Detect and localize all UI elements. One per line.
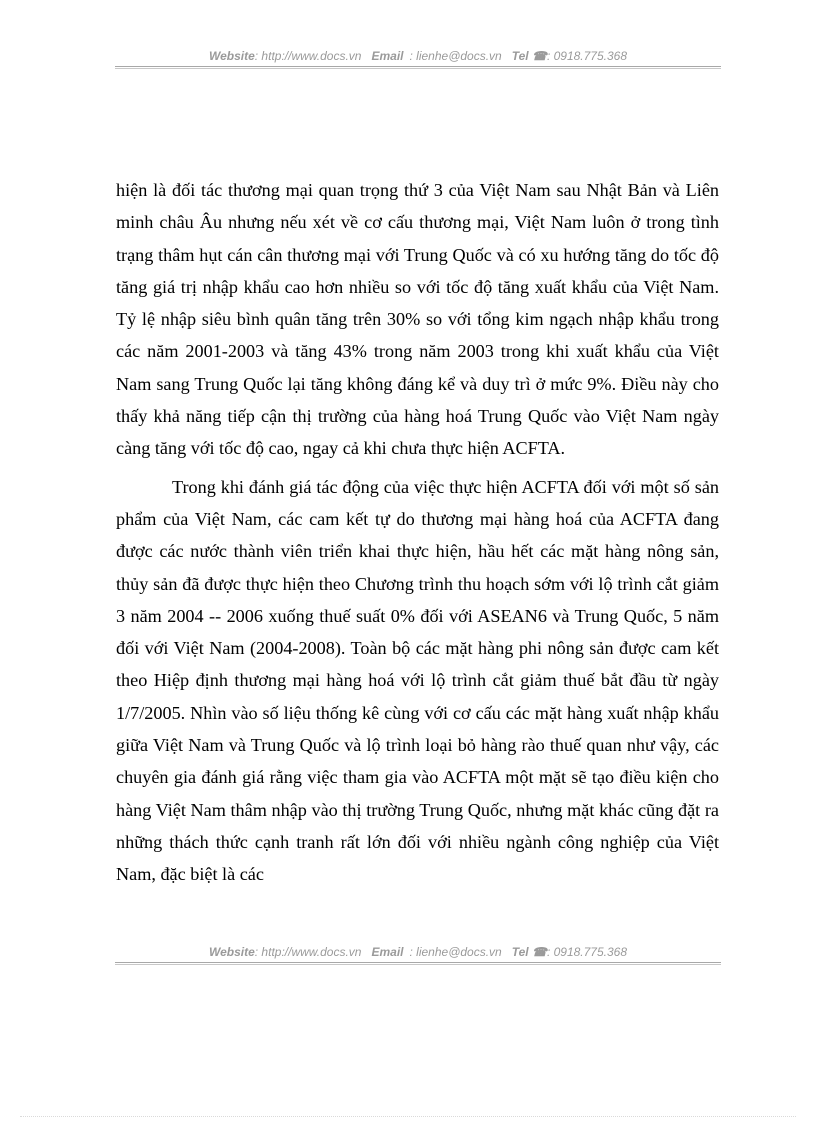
header-rule — [115, 66, 721, 67]
header-email-address[interactable]: : lienhe@docs.vn — [409, 49, 502, 63]
phone-icon: ☎ — [531, 945, 547, 959]
footer-tel-number: : 0918.775.368 — [546, 945, 628, 959]
header-tel-label: Tel — [511, 49, 529, 63]
header-rule-secondary — [115, 68, 721, 69]
header-email-label: Email — [371, 49, 404, 63]
footer-email-label: Email — [371, 945, 404, 959]
page-bottom-dotted-border — [20, 1116, 796, 1117]
page-footer — [115, 944, 721, 960]
header-tel-number: : 0918.775.368 — [546, 49, 628, 63]
footer-website-label: Website — [208, 945, 255, 959]
paragraph-2: Trong khi đánh giá tác động của việc thực hiện ACFTA đối với một số sản phẩm của Việt Nam, các cam kết tự do thương mại hàng hoá của ACFTA đang được các nước thành viên triển khai thực hiện, hầu hết các mặt hàng nông sản, thủy sản đã được thực hiện theo Chương trình thu hoạch sớm với lộ trình cắt giảm 3 năm 2004 -- 2006 xuống thuế suất 0% đối với ASEAN6 và Trung Quốc, 5 năm đối với Việt Nam (2004-2008). Toàn bộ các mặt hàng phi nông sản được cam kết theo Hiệp định thương mại hàng hoá với lộ trình cắt giảm thuế bắt đầu từ ngày 1/7/2005. Nhìn vào số liệu thống kê cùng với cơ cấu các mặt hàng xuất nhập khẩu giữa Việt Nam và Trung Quốc và lộ trình loại bỏ hàng rào thuế quan như vậy, các chuyên gia đánh giá rằng việc tham gia vào ACFTA một mặt sẽ tạo điều kiện cho hàng Việt Nam thâm nhập vào thị trường Trung Quốc, nhưng mặt khác cũng đặt ra những thách thức cạnh tranh rất lớn đối với nhiều ngành công nghiệp của Việt Nam, đặc biệt là các — [116, 476, 719, 885]
page-header — [115, 48, 721, 64]
phone-icon: ☎ — [531, 49, 547, 63]
footer-rule-secondary — [115, 964, 721, 965]
body-text — [116, 174, 719, 891]
header-website-url[interactable]: : http://www.docs.vn — [254, 49, 362, 63]
footer-rule — [115, 962, 721, 963]
footer-website-url[interactable]: : http://www.docs.vn — [254, 945, 362, 959]
header-website-label: Website — [208, 49, 255, 63]
footer-email-address[interactable]: : lienhe@docs.vn — [409, 945, 502, 959]
footer-tel-label: Tel — [511, 945, 529, 959]
paragraph-1: hiện là đối tác thương mại quan trọng thứ 3 của Việt Nam sau Nhật Bản và Liên minh châu Âu nhưng nếu xét về cơ cấu thương mại, Việt Nam luôn ở trong tình trạng thâm hụt cán cân thương mại với Trung Quốc và có xu hướng tăng do tốc độ tăng giá trị nhập khẩu cao hơn nhiều so với tốc độ tăng xuất khẩu của Việt Nam. Tỷ lệ nhập siêu bình quân tăng trên 30% so với tổng kim ngạch nhập khẩu trong các năm 2001-2003 và tăng 43% trong năm 2003 trong khi xuất khẩu của Việt Nam sang Trung Quốc lại tăng không đáng kể và duy trì ở mức 9%. Điều này cho thấy khả năng tiếp cận thị trường của hàng hoá Trung Quốc vào Việt Nam ngày càng tăng với tốc độ cao, ngay cả khi chưa thực hiện ACFTA. — [116, 180, 719, 459]
